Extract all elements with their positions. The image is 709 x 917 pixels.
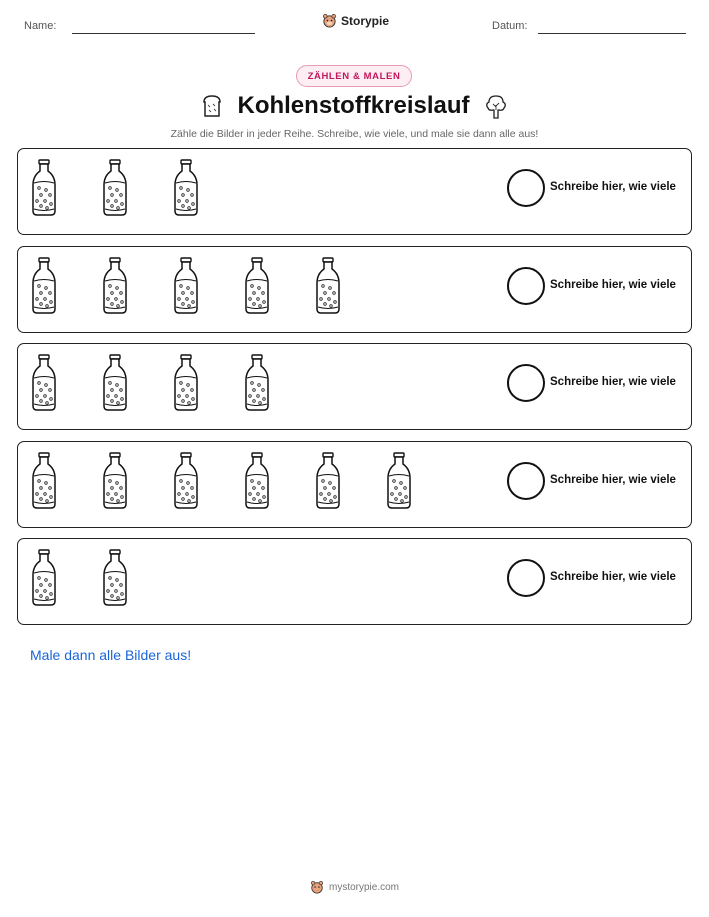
page-title: Kohlenstoffkreislauf [237,92,470,119]
footer [0,880,709,894]
answer-circle[interactable] [507,364,545,402]
bottle-icon [101,452,129,515]
answer-label: Schreibe hier, wie viele [550,571,676,583]
bottle-icon [172,452,200,515]
bottle-icon [172,354,200,417]
date-label: Datum: [492,20,528,32]
bottle-icon [101,549,129,612]
answer-label: Schreibe hier, wie viele [550,473,676,486]
answer-circle[interactable] [507,559,545,597]
title-row [0,92,709,120]
answer-circle[interactable] [507,462,545,500]
answer-label: Schreibe hier, wie viele [550,181,676,193]
counting-row [17,246,692,333]
bottle-icon [243,452,271,515]
name-label: Name: [24,20,57,32]
counting-row [17,343,692,430]
bottle-icon [172,159,200,222]
answer-label: Schreibe hier, wie viele [550,278,676,291]
mascot-icon [310,880,324,894]
bottle-icon [314,452,342,515]
bottle-icon [101,257,129,320]
bottle-icon [314,257,342,320]
instructions-subtitle: Zähle die Bilder in jeder Reihe. Schreibe, wie viele, und male sie dann alle aus! [170,128,539,140]
mascot-icon [322,13,337,28]
category-badge: ZÄHLEN & MALEN [296,65,412,87]
bottle-icon [30,452,58,515]
counting-row [17,148,692,235]
bottle-icon [243,354,271,417]
bottle-icon [30,354,58,417]
brand-name: Storypie [341,13,390,28]
tree-icon [482,92,510,120]
brand-logo [322,13,389,28]
color-instruction: Male dann alle Bilder aus! [30,647,192,663]
date-line[interactable] [538,33,686,34]
answer-circle[interactable] [507,169,545,207]
bread-icon [199,93,225,119]
name-line[interactable] [72,33,255,34]
bottle-icon [385,452,413,515]
counting-row [17,538,692,625]
answer-label: Schreibe hier, wie viele [550,376,676,388]
bottle-icon [172,257,200,320]
bottle-icon [101,159,129,222]
bottle-icon [30,159,58,222]
answer-circle[interactable] [507,267,545,305]
bottle-icon [243,257,271,320]
bottle-icon [30,549,58,612]
footer-url: mystorypie.com [328,881,399,893]
bottle-icon [30,257,58,320]
bottle-icon [101,354,129,417]
counting-row [17,441,692,528]
